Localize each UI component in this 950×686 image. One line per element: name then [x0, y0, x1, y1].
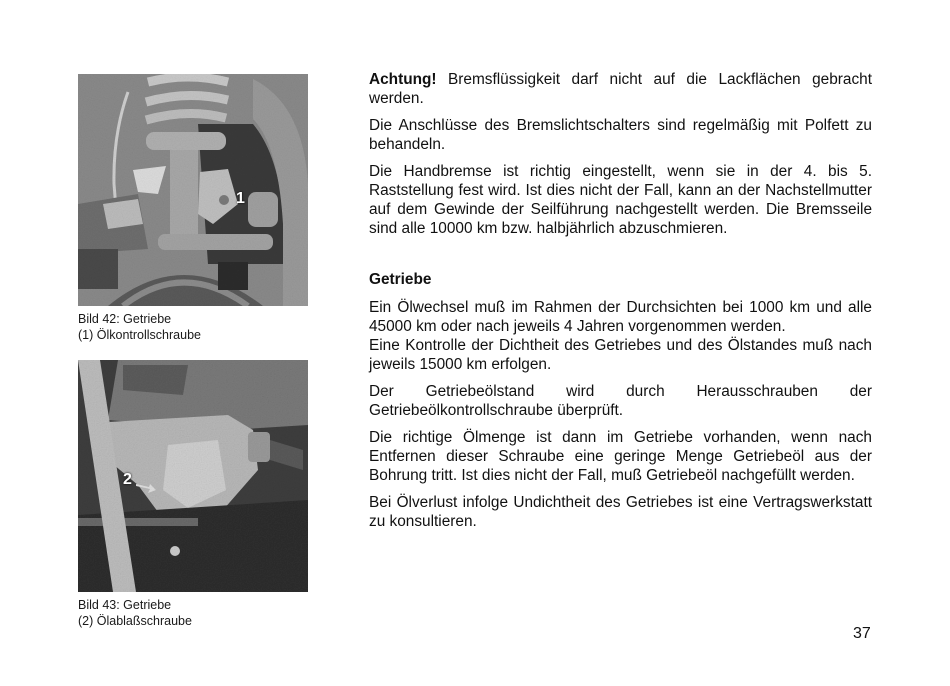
caption-legend: (1) Ölkontrollschraube: [78, 328, 201, 342]
gearbox-photo-2: [78, 360, 308, 592]
figure-caption: [78, 597, 308, 629]
gearbox-photo-1: [78, 74, 308, 306]
photo-image: [78, 74, 308, 306]
section-heading-getriebe: Getriebe: [369, 271, 432, 288]
paragraph-oil-level: Der Getriebeölstand wird durch Herausschrauben der Getriebeölkontrollschraube überprüft.: [369, 383, 872, 419]
callout-number-1: 1: [236, 190, 245, 207]
callout-number-2: 2: [123, 471, 132, 488]
body-text-column: [369, 70, 872, 539]
figure-bild-42: [78, 74, 308, 343]
caption-legend: (2) Ölablaßschraube: [78, 614, 192, 628]
page-number: 37: [853, 625, 871, 642]
warning-label: Achtung!: [369, 71, 437, 88]
paragraph-oil-loss: Bei Ölverlust infolge Undichtheit des Getriebes ist eine Vertragswerkstatt zu konsultieren.: [369, 494, 872, 530]
paragraph-leak-check: Eine Kontrolle der Dichtheit des Getriebes und des Ölstandes muß nach jeweils 15000 km erfolgen.: [369, 337, 872, 373]
figure-bild-43: [78, 360, 308, 629]
paragraph-handbrake: Die Handbremse ist richtig eingestellt, wenn sie in der 4. bis 5. Raststellung fest wird. Ist dies nicht der Fall, kann an der Nachstellmutter auf dem Gewinde der Seilführung nachgestellt werden. Die Bremsseile sind alle 10000 km bzw. halbjährlich abzuschmieren.: [369, 163, 872, 237]
caption-title: Bild 42: Getriebe: [78, 312, 172, 326]
paragraph-oil-quantity: Die richtige Ölmenge ist dann im Getriebe vorhanden, wenn nach Entfernen dieser Schraube eine geringe Menge Getriebeöl aus der Bohrung tritt. Ist dies nicht der Fall, muß Getriebeöl nachgefüllt werden.: [369, 429, 872, 484]
caption-title: Bild 43: Getriebe: [78, 598, 172, 612]
paragraph-brake-light-switch: Die Anschlüsse des Bremslichtschalters sind regelmäßig mit Polfett zu behandeln.: [369, 117, 872, 153]
paragraph-oil-change: Ein Ölwechsel muß im Rahmen der Durchsichten bei 1000 km und alle 45000 km oder nach jeweils 4 Jahren vorgenommen werden.: [369, 299, 872, 335]
warning-text: Bremsflüssigkeit darf nicht auf die Lackflächen gebracht werden.: [369, 71, 872, 107]
figure-caption: [78, 311, 308, 343]
warning-paragraph: [369, 70, 872, 108]
photo-image: [78, 360, 308, 592]
